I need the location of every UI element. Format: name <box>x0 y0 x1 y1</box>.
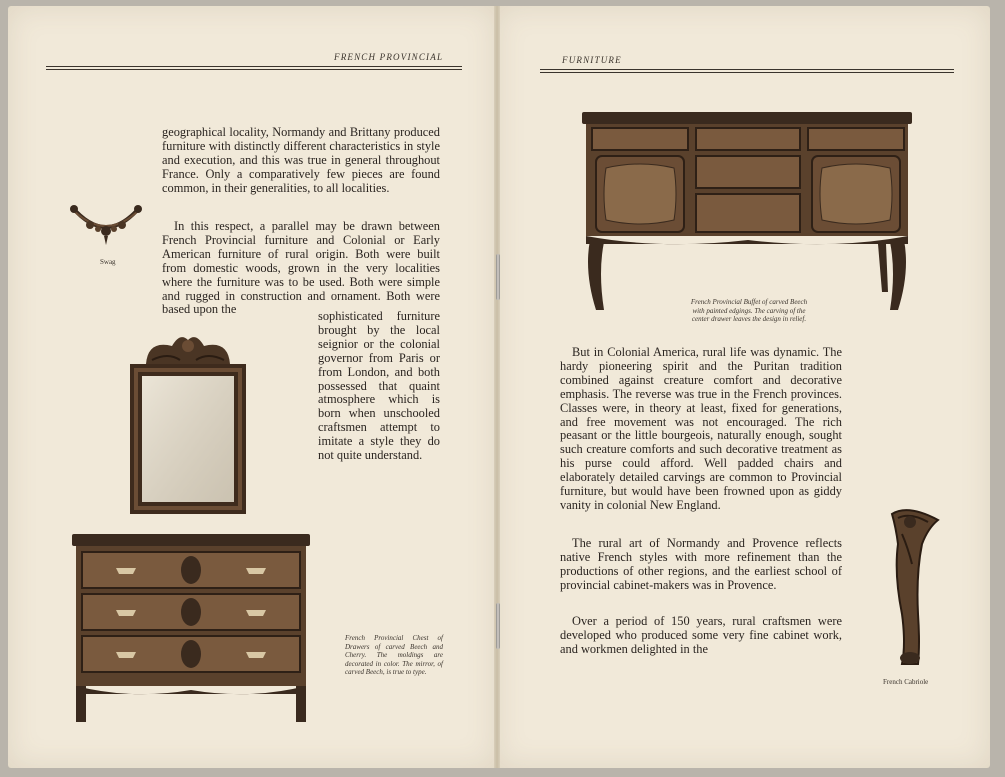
right-header-rule <box>540 69 954 73</box>
chest-caption: French Provincial Chest of Drawers of carved Beech and Cherry. The moldings are decorated in color. The mirror, of carved Beech, is true to type. <box>345 634 443 676</box>
buffet-caption: French Provincial Buffet of carved Beech with painted edgings. The carving of the center drawer leaves the design in relief. <box>690 298 808 323</box>
staple-bottom <box>496 603 500 649</box>
left-paragraph-2-narrow: sophisticated furniture brought by the local seignior or the colonial governor from Paris or from London, and both possessed that quaint atmosphere which is born when unschooled craftsmen attempt to imitate a style they do not quite understand. <box>318 309 440 463</box>
buffet-image <box>582 112 914 316</box>
right-paragraph-2: The rural art of Normandy and Provence reflects native French styles with more refinement than the productions of other regions, and the earliest school of provincial cabinet-makers was in Provence. <box>560 536 842 592</box>
staple-top <box>496 254 500 300</box>
swag-ornament-image <box>68 203 144 249</box>
cabriole-caption: French Cabriole <box>883 678 929 686</box>
right-running-head: FURNITURE <box>562 55 622 65</box>
left-paragraph-1: geographical locality, Normandy and Brittany produced furniture with distinctly different characteristics in style and execution, and this was true in general throughout France. Only a comparatively few pieces are found common, in their generalities, to all localities. <box>162 125 440 195</box>
mirror-image <box>128 330 248 518</box>
chest-of-drawers-image <box>72 534 312 724</box>
right-paragraph-1: But in Colonial America, rural life was dynamic. The hardy pioneering spirit and the Puritan tradition combined against creature comfort and decorative emphasis. The reverse was true in the French provinces. Classes were, in theory at least, fixed for generations, and free movement was not encouraged. The rich peasant or the little bourgeois, naturally enough, sought such creature comforts and such decorative treatment as his purse could afford. Well padded chairs and elaborately detailed carvings are common to Provincial furniture, but would have been frowned upon as giddy vanity in colonial New England. <box>560 345 842 512</box>
right-paragraph-3: Over a period of 150 years, rural craftsmen were developed who produced some very fine cabinet work, and workmen delighted in the <box>560 614 842 656</box>
left-header-rule <box>46 66 462 70</box>
left-paragraph-2: In this respect, a parallel may be drawn between French Provincial furniture and Colonial or Early American furniture of rural origin. Both were built from domestic woods, grown in the very localities where the furniture was to be used. Both were simple and rugged in construction and ornament. Both were based upon the <box>162 219 440 317</box>
cabriole-leg-image <box>888 504 944 668</box>
left-running-head: FRENCH PROVINCIAL <box>334 52 444 62</box>
book-gutter <box>494 6 500 768</box>
swag-caption: Swag <box>100 258 116 266</box>
